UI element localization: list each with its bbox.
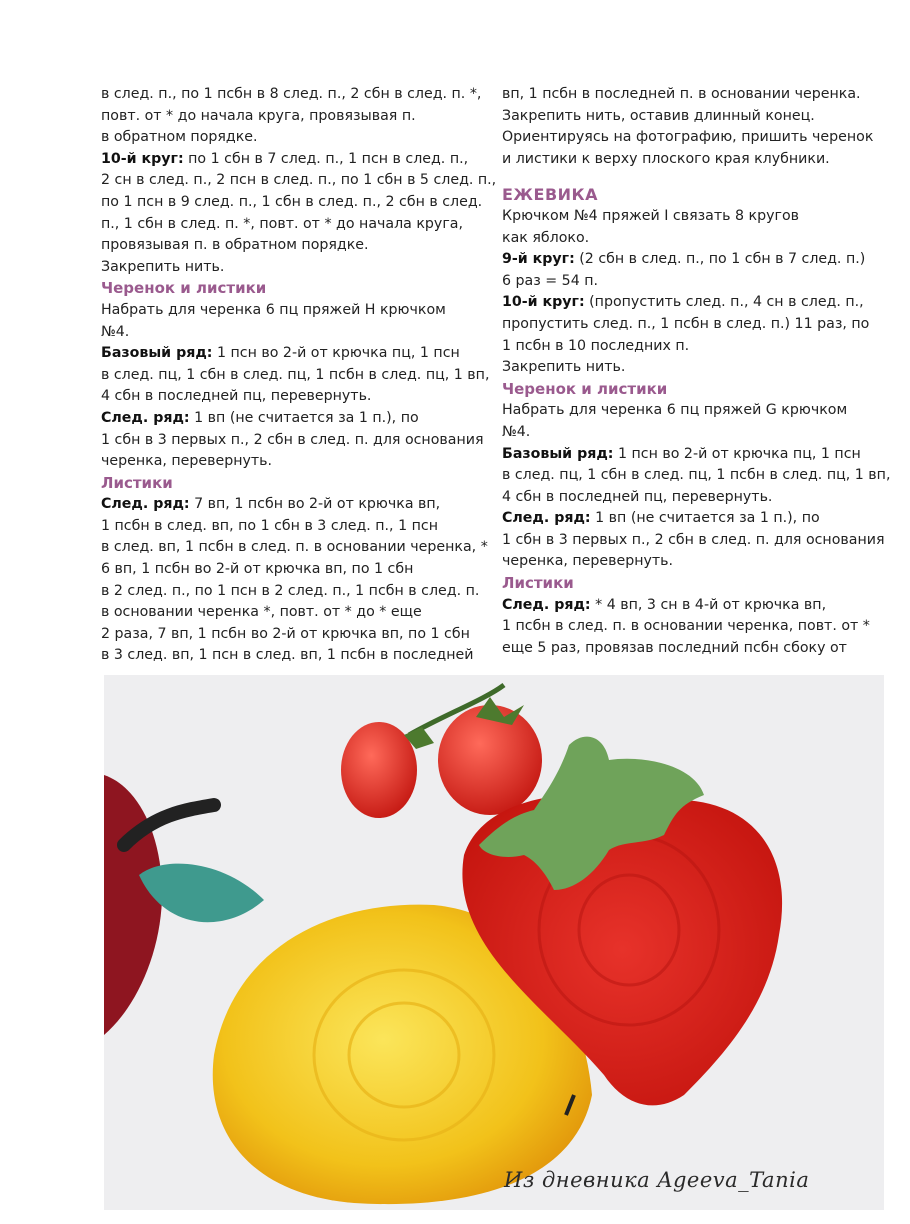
text-line: 1 псбн в след. вп, по 1 сбн в 3 след. п., 1 псн (101, 517, 438, 534)
text-line: 6 раз = 54 п. (502, 272, 599, 289)
text-line: по 1 псн в 9 след. п., 1 сбн в след. п., 2 сбн в след. (101, 193, 483, 210)
text-line: п., 1 сбн в след. п. *, повт. от * до начала круга, (101, 215, 463, 232)
round-10-line (502, 292, 897, 314)
text-span: 1 псн во 2-й от крючка пц, 1 псн (212, 345, 460, 362)
section-heading-blackberry: ЕЖЕВИКА (502, 185, 598, 205)
base-row-label: Базовый ряд: (101, 345, 213, 362)
text-line: Ориентируясь на фотографию, пришить черенок (502, 129, 874, 146)
text-line: 2 сн в след. п., 2 псн в след. п., по 1 сбн в 5 след. п., (101, 172, 497, 189)
text-line: Набрать для черенка 6 пц пряжей G крючком (502, 402, 848, 419)
text-line: Закрепить нить. (502, 359, 626, 376)
text-line: повт. от * до начала круга, провязывая п. (101, 107, 416, 124)
text-line: в след. вп, 1 псбн в след. п. в основании черенка, * (101, 539, 488, 556)
base-row-label: Базовый ряд: (502, 445, 614, 462)
text-line: 1 сбн в 3 первых п., 2 сбн в след. п. для основания (502, 531, 885, 548)
leaf-row-line (502, 595, 897, 617)
text-line: 1 псбн в след. п. в основании черенка, повт. от * (502, 618, 870, 635)
text-line: 2 раза, 7 вп, 1 псбн во 2-й от крючка вп, по 1 сбн (101, 625, 470, 642)
text-line: Закрепить нить, оставив длинный конец. (502, 107, 815, 124)
text-span: (2 сбн в след. п., по 1 сбн в 7 след. п.) (574, 251, 866, 268)
text-line: черенка, перевернуть. (101, 453, 273, 470)
signature-text: Из дневника Ageeva_Tania (504, 1168, 810, 1192)
text-line: в 2 след. п., по 1 псн в 2 след. п., 1 псбн в след. п. (101, 582, 480, 599)
base-row-line (101, 343, 496, 365)
round-9-label: 9-й круг: (502, 251, 575, 268)
text-line: в 3 след. вп, 1 псн в след. вп, 1 псбн в последней (101, 647, 474, 664)
section-heading-stem: Черенок и листики (101, 279, 267, 298)
text-span: по 1 сбн в 7 след. п., 1 псн в след. п., (183, 150, 469, 167)
text-span: * 4 вп, 3 сн в 4-й от крючка вп, (590, 596, 827, 613)
left-text-column (101, 84, 496, 667)
text-line: 6 вп, 1 псбн во 2-й от крючка вп, по 1 сбн (101, 561, 414, 578)
leaf-row-line (101, 494, 496, 516)
text-line: еще 5 раз, провязав последний псбн сбоку от (502, 639, 847, 656)
section-heading-leaves: Листики (502, 574, 574, 593)
photo-illustration (104, 675, 884, 1210)
text-line: 1 псбн в 10 последних п. (502, 337, 690, 354)
section-heading-stem: Черенок и листики (502, 379, 668, 398)
text-line: 4 сбн в последней пц, перевернуть. (502, 488, 773, 505)
text-line: в след. пц, 1 сбн в след. пц, 1 псбн в след. пц, 1 вп, (101, 366, 490, 383)
base-row-line (502, 444, 897, 466)
right-text-column (502, 84, 897, 659)
text-line: в след. п., по 1 псбн в 8 след. п., 2 сбн в след. п. *, (101, 86, 482, 102)
text-line: в обратном порядке. (101, 129, 258, 146)
round-10-label: 10-й круг: (502, 294, 585, 311)
text-line: провязывая п. в обратном порядке. (101, 237, 369, 254)
text-line: черенка, перевернуть. (502, 553, 674, 570)
text-line: вп, 1 псбн в последней п. в основании черенка. (502, 86, 861, 102)
spacer (502, 170, 897, 184)
text-line: как яблоко. (502, 229, 590, 246)
text-span: 1 вп (не считается за 1 п.), по (189, 409, 419, 426)
text-line: 4 сбн в последней пц, перевернуть. (101, 388, 372, 405)
text-line: №4. (502, 423, 531, 440)
text-line: Закрепить нить. (101, 258, 225, 275)
next-row-label: След. ряд: (502, 510, 591, 527)
text-span: (пропустить след. п., 4 сн в след. п., (584, 294, 864, 311)
text-line: 1 сбн в 3 первых п., 2 сбн в след. п. для основания (101, 431, 484, 448)
section-heading-leaves: Листики (101, 473, 173, 492)
text-line: в основании черенка *, повт. от * до * еще (101, 604, 422, 621)
text-line: и листики к верху плоского края клубники. (502, 150, 830, 167)
round-9-line (502, 249, 897, 271)
round-10-label: 10-й круг: (101, 150, 184, 167)
text-line: №4. (101, 323, 130, 340)
next-row-label: След. ряд: (101, 496, 190, 513)
text-line: Набрать для черенка 6 пц пряжей H крючком (101, 301, 446, 318)
next-row-label: След. ряд: (502, 596, 591, 613)
next-row-line (101, 408, 496, 430)
next-row-label: След. ряд: (101, 409, 190, 426)
crochet-fruits-photo (104, 675, 884, 1210)
next-row-line (502, 508, 897, 530)
text-line: Крючком №4 пряжей I связать 8 кругов (502, 207, 799, 224)
text-span: 1 вп (не считается за 1 п.), по (590, 510, 820, 527)
text-line: в след. пц, 1 сбн в след. пц, 1 псбн в след. пц, 1 вп, (502, 467, 891, 484)
text-span: 7 вп, 1 псбн во 2-й от крючка вп, (189, 496, 441, 513)
round-10-line (101, 149, 496, 171)
text-span: 1 псн во 2-й от крючка пц, 1 псн (613, 445, 861, 462)
text-line: пропустить след. п., 1 псбн в след. п.) 11 раз, по (502, 315, 870, 332)
